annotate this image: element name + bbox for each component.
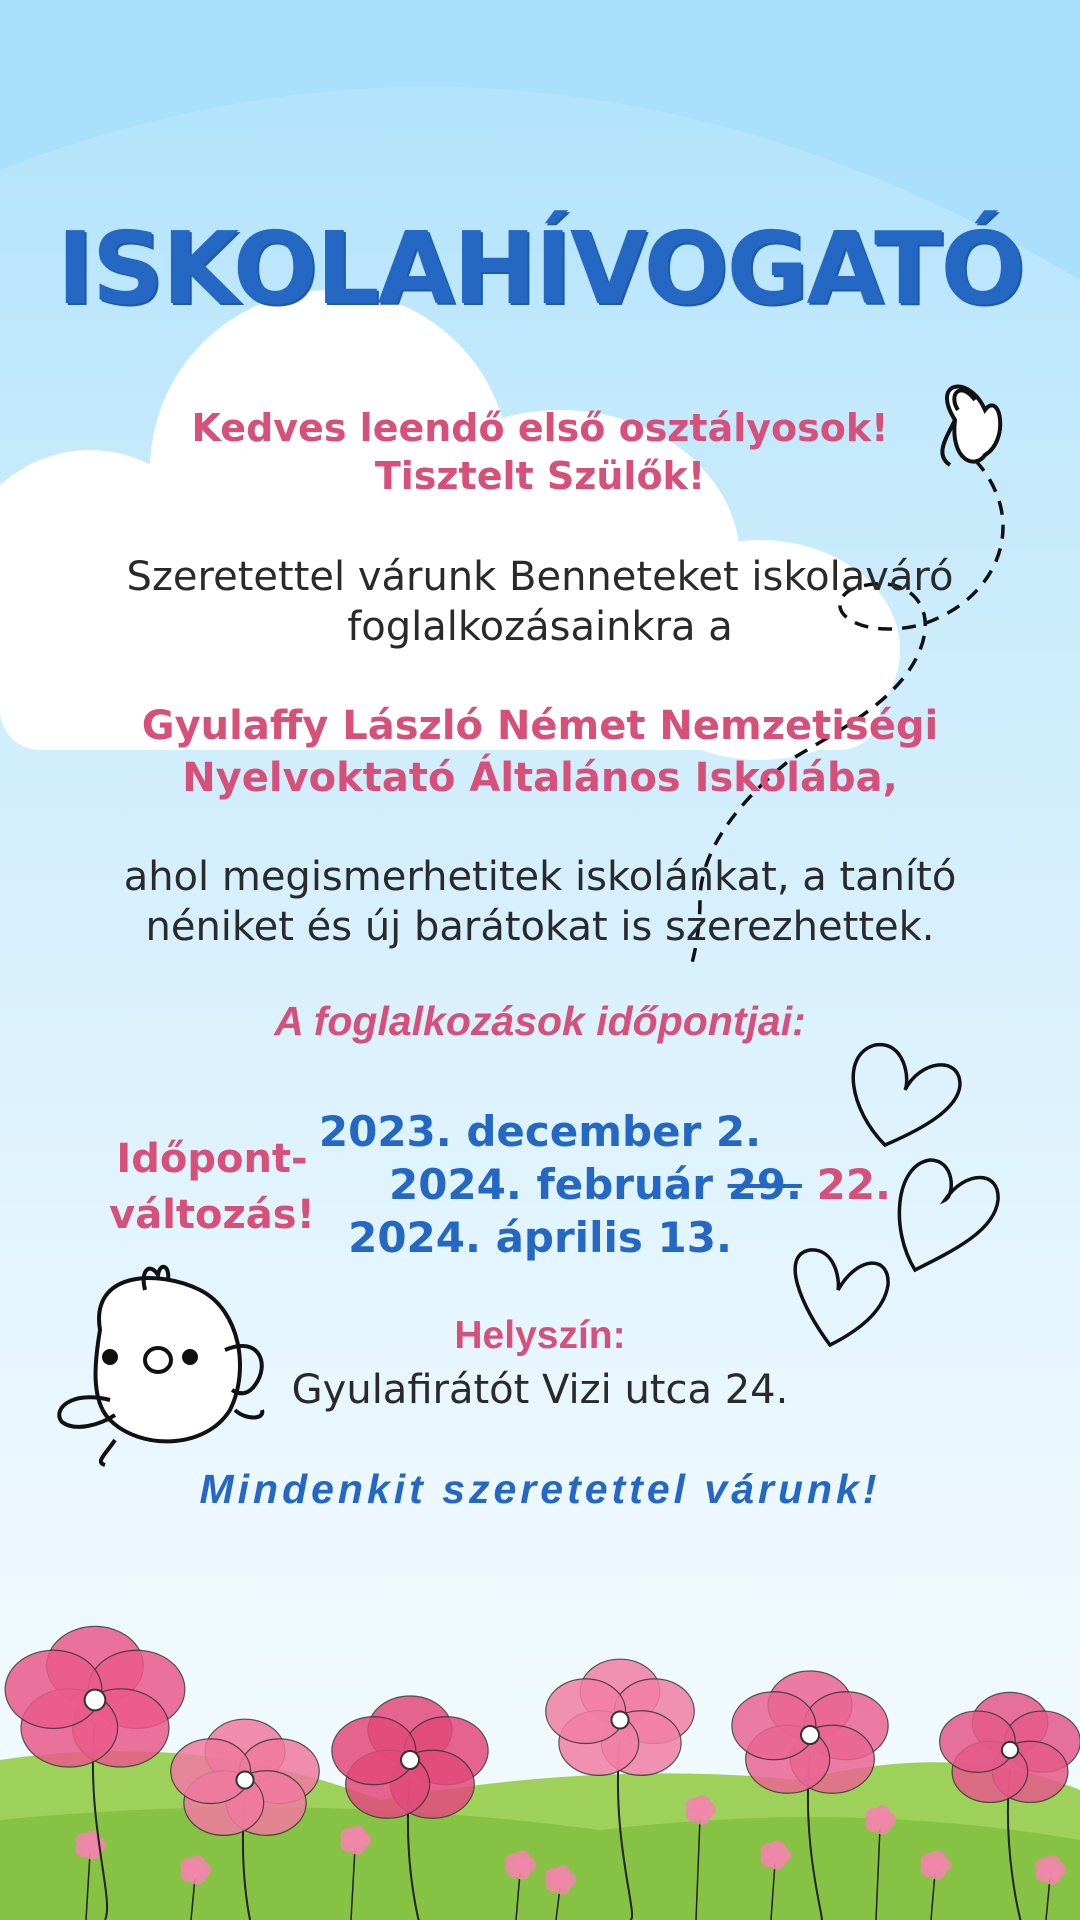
date-item: 2024. április 13. (348, 1213, 732, 1262)
page-title: ISKOLAHÍVOGATÓ (56, 210, 1024, 327)
school-name: Nyelvoktató Általános Iskolába, (182, 755, 898, 801)
date-new-day: 22. (816, 1160, 892, 1209)
date-prefix: 2024. február (388, 1160, 713, 1209)
greeting-line: Kedves leendő első osztályosok! (191, 406, 889, 450)
intro-text: Szeretettel várunk Benneteket iskolaváró (126, 554, 954, 600)
closing-message: Mindenkit szeretettel várunk! (199, 1466, 881, 1512)
description-text: ahol megismerhetitek iskolánkat, a tanító (123, 854, 957, 900)
intro-text: foglalkozásainkra a (347, 604, 733, 650)
location-label: Helyszín: (454, 1314, 626, 1357)
greeting-line: Tisztelt Szülők! (374, 454, 706, 498)
dates-heading: A foglalkozások időpontjai: (274, 998, 806, 1044)
school-name: Gyulaffy László Német Nemzetiségi (141, 703, 939, 749)
location-address: Gyulafirátót Vizi utca 24. (291, 1367, 789, 1413)
chick-icon (59, 1267, 262, 1465)
description-text: néniket és új barátokat is szerezhettek. (145, 904, 935, 950)
date-item: 2023. december 2. (318, 1107, 762, 1156)
date-old-day: 29. (727, 1160, 802, 1209)
date-change-note: változás! (109, 1192, 315, 1238)
date-change-note: Időpont- (116, 1136, 308, 1182)
